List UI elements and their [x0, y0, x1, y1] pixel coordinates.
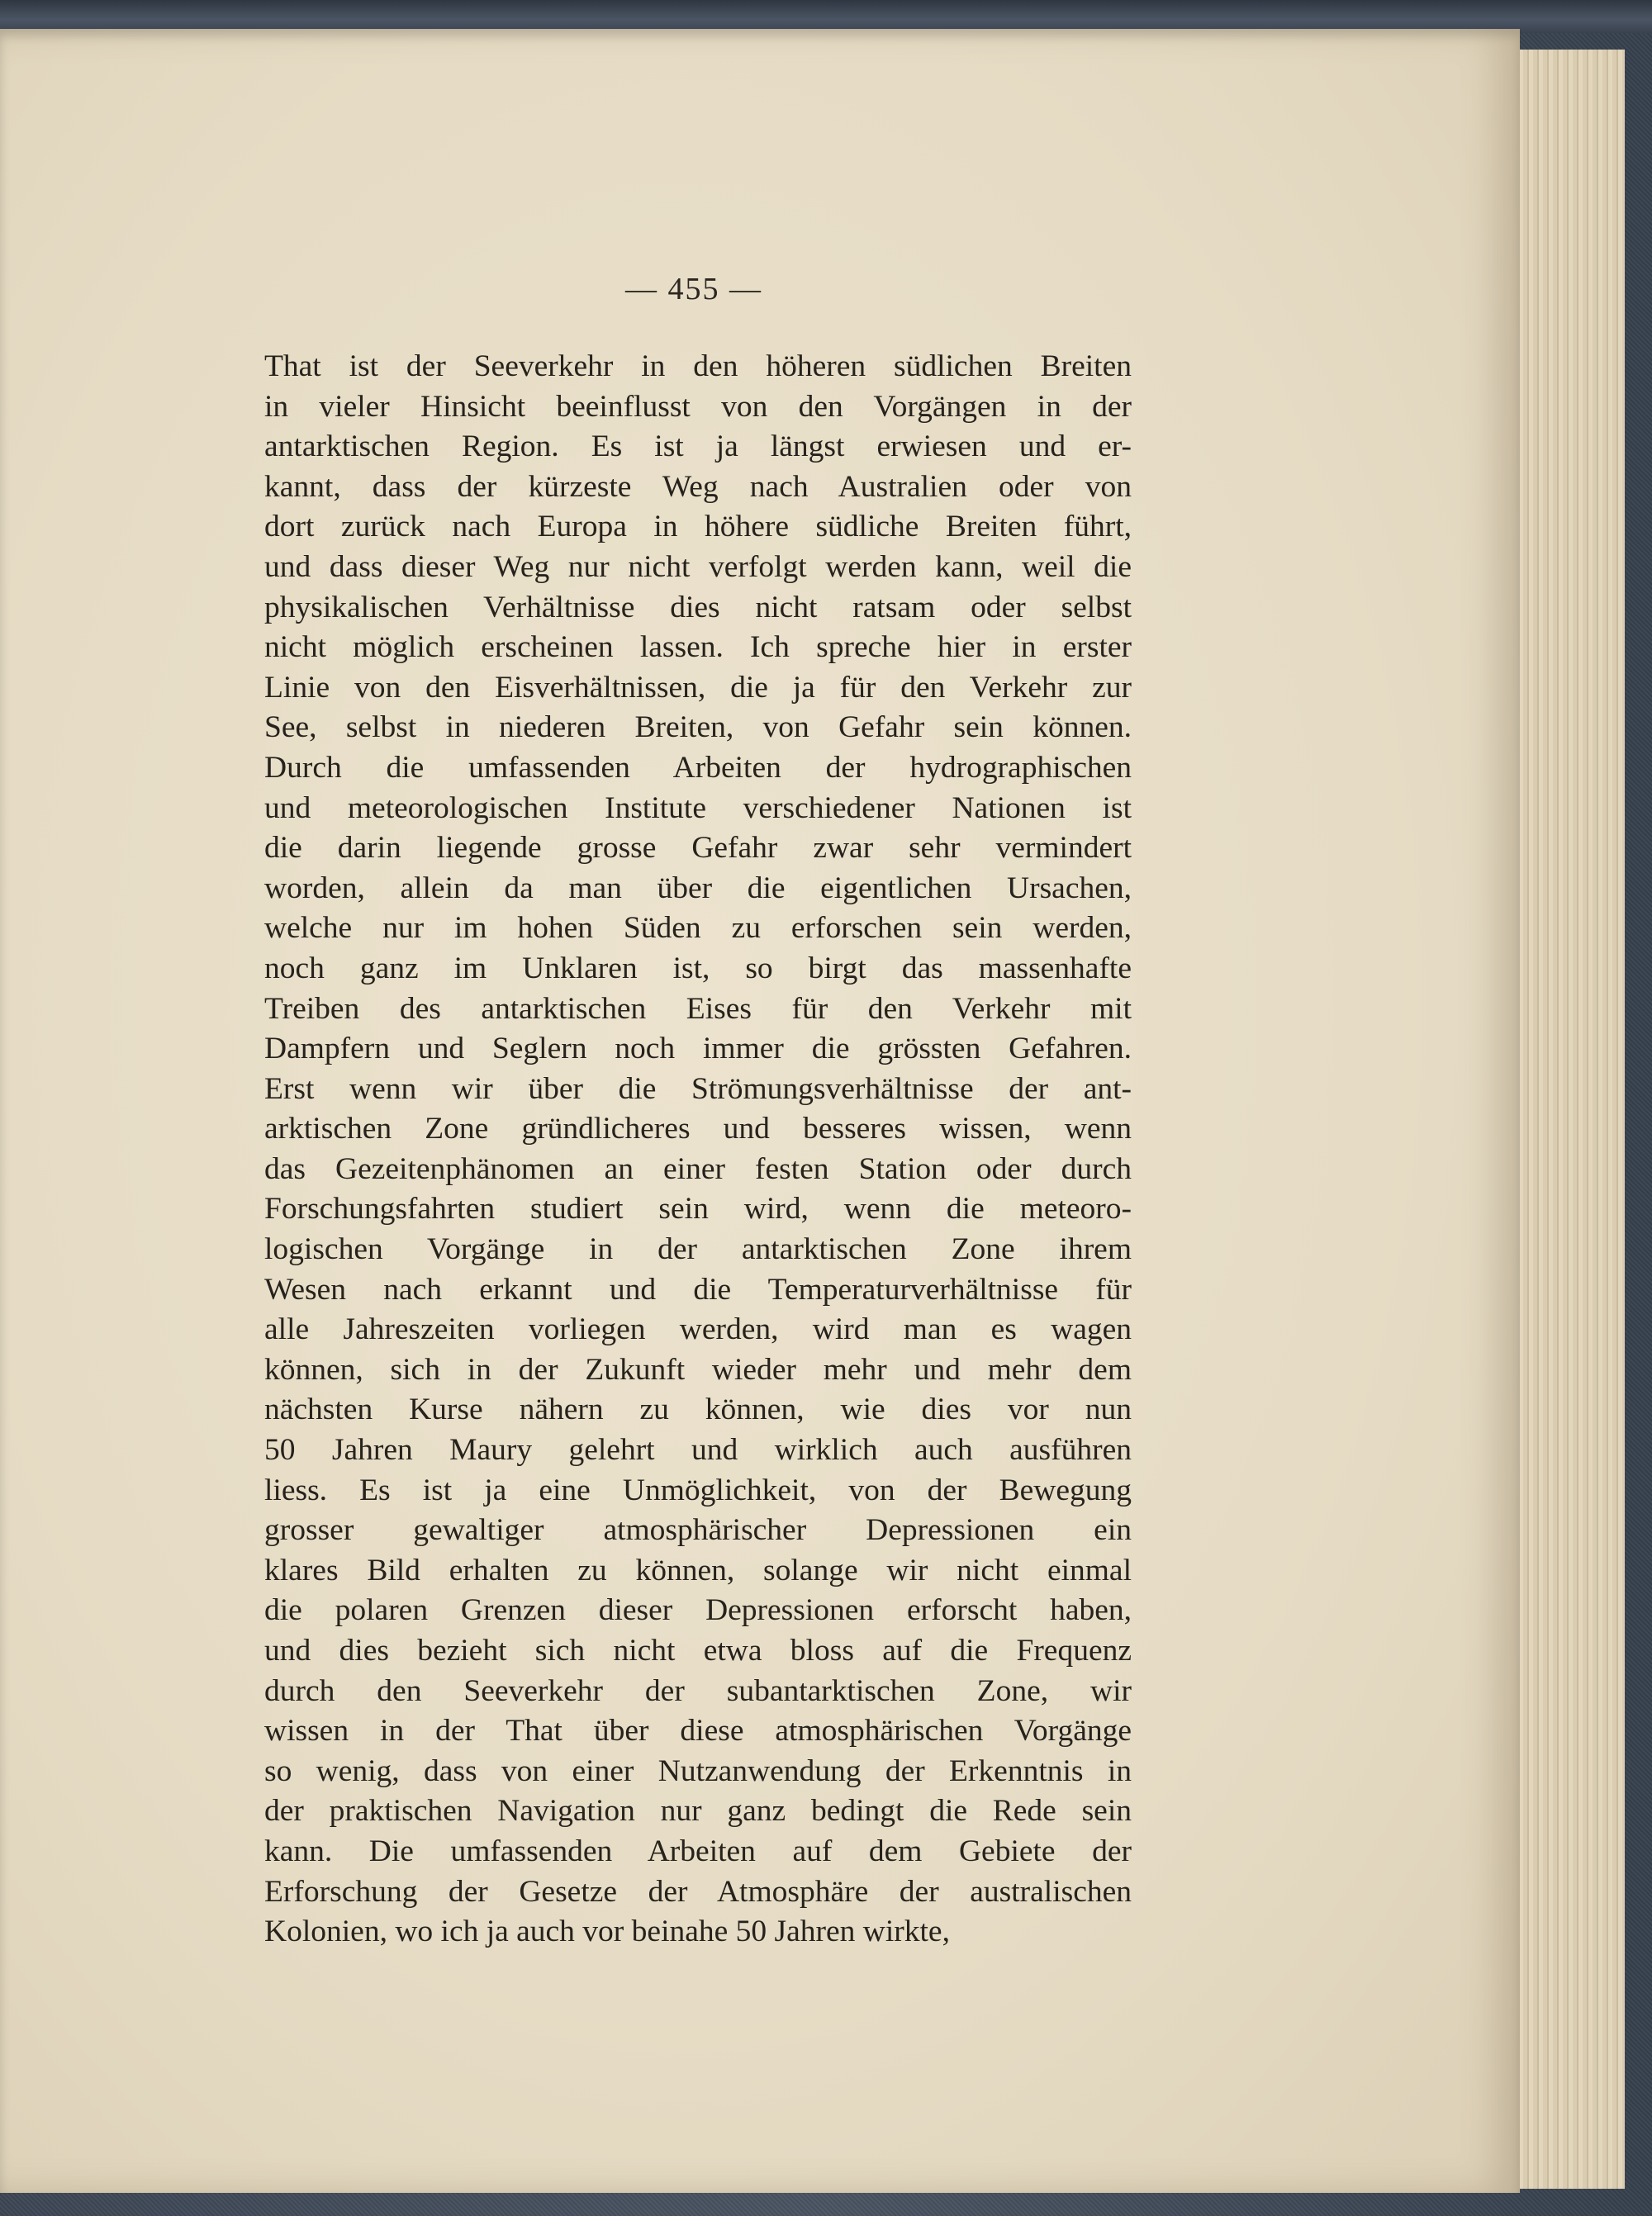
text-line: alle Jahreszeiten vorliegen werden, wird man es wagen	[264, 1312, 1132, 1347]
text-line: Kolonien, wo ich ja auch vor beinahe 50 Jahren wirkte,	[264, 1915, 950, 1949]
text-line: Erst wenn wir über die Strömungsverhältnisse der ant-	[264, 1071, 1132, 1106]
text-line: der praktischen Navigation nur ganz bedingt die Rede sein	[264, 1794, 1132, 1829]
text-line: nicht möglich erscheinen lassen. Ich spreche hier in erster	[264, 630, 1132, 665]
book-page	[0, 29, 1520, 2193]
text-line: Dampfern und Seglern noch immer die grössten Gefahren.	[264, 1032, 1132, 1066]
text-line: See, selbst in niederen Breiten, von Gefahr sein können.	[264, 710, 1132, 745]
text-line: die darin liegende grosse Gefahr zwar sehr vermindert	[264, 831, 1132, 866]
text-line: durch den Seeverkehr der subantarktischen Zone, wir	[264, 1673, 1132, 1708]
text-line: können, sich in der Zukunft wieder mehr und mehr dem	[264, 1352, 1132, 1387]
text-line: welche nur im hohen Süden zu erforschen sein werden,	[264, 911, 1132, 946]
text-line: das Gezeitenphänomen an einer festen Station oder durch	[264, 1151, 1132, 1186]
text-line: kannt, dass der kürzeste Weg nach Australien oder von	[264, 469, 1132, 504]
page-edges	[1512, 50, 1625, 2189]
text-line: so wenig, dass von einer Nutzanwendung der Erkenntnis in	[264, 1753, 1132, 1788]
text-line: 50 Jahren Maury gelehrt und wirklich auch ausführen	[264, 1433, 1132, 1468]
text-line: und dass dieser Weg nur nicht verfolgt werden kann, weil die	[264, 549, 1132, 584]
body-text	[264, 347, 1132, 1953]
text-line: arktischen Zone gründlicheres und besseres wissen, wenn	[264, 1112, 1132, 1146]
text-line: Treiben des antarktischen Eises für den Verkehr mit	[264, 991, 1132, 1026]
text-line: physikalischen Verhältnisse dies nicht ratsam oder selbst	[264, 590, 1132, 624]
text-line: Forschungsfahrten studiert sein wird, wenn die meteoro-	[264, 1192, 1132, 1227]
text-line: grosser gewaltiger atmosphärischer Depressionen ein	[264, 1513, 1132, 1548]
text-line: Durch die umfassenden Arbeiten der hydrographischen	[264, 750, 1132, 785]
text-line: die polaren Grenzen dieser Depressionen erforscht haben,	[264, 1593, 1132, 1628]
text-line: dort zurück nach Europa in höhere südliche Breiten führt,	[264, 510, 1132, 544]
text-line: logischen Vorgänge in der antarktischen Zone ihrem	[264, 1232, 1132, 1267]
text-line: Wesen nach erkannt und die Temperaturverhältnisse für	[264, 1272, 1132, 1307]
text-line: That ist der Seeverkehr in den höheren südlichen Breiten	[264, 349, 1132, 383]
text-line: nächsten Kurse nähern zu können, wie dies vor nun	[264, 1393, 1132, 1427]
book-cover-edge	[0, 0, 1652, 33]
text-line: Erforschung der Gesetze der Atmosphäre der australischen	[264, 1874, 1132, 1909]
text-line: liess. Es ist ja eine Unmöglichkeit, von der Bewegung	[264, 1473, 1132, 1507]
text-line: klares Bild erhalten zu können, solange wir nicht einmal	[264, 1553, 1132, 1587]
text-line: und meteorologischen Institute verschiedener Nationen ist	[264, 790, 1132, 825]
text-line: noch ganz im Unklaren ist, so birgt das massenhafte	[264, 951, 1132, 985]
text-line: und dies bezieht sich nicht etwa bloss auf die Frequenz	[264, 1634, 1132, 1668]
text-line: Linie von den Eisverhältnissen, die ja für den Verkehr zur	[264, 670, 1132, 705]
text-line: kann. Die umfassenden Arbeiten auf dem Gebiete der	[264, 1834, 1132, 1868]
page-number: — 455 —	[625, 272, 762, 306]
text-line: in vieler Hinsicht beeinflusst von den Vorgängen in der	[264, 389, 1132, 424]
text-line: worden, allein da man über die eigentlichen Ursachen,	[264, 871, 1132, 905]
text-line: antarktischen Region. Es ist ja längst erwiesen und er-	[264, 429, 1132, 464]
text-line: wissen in der That über diese atmosphärischen Vorgänge	[264, 1714, 1132, 1749]
